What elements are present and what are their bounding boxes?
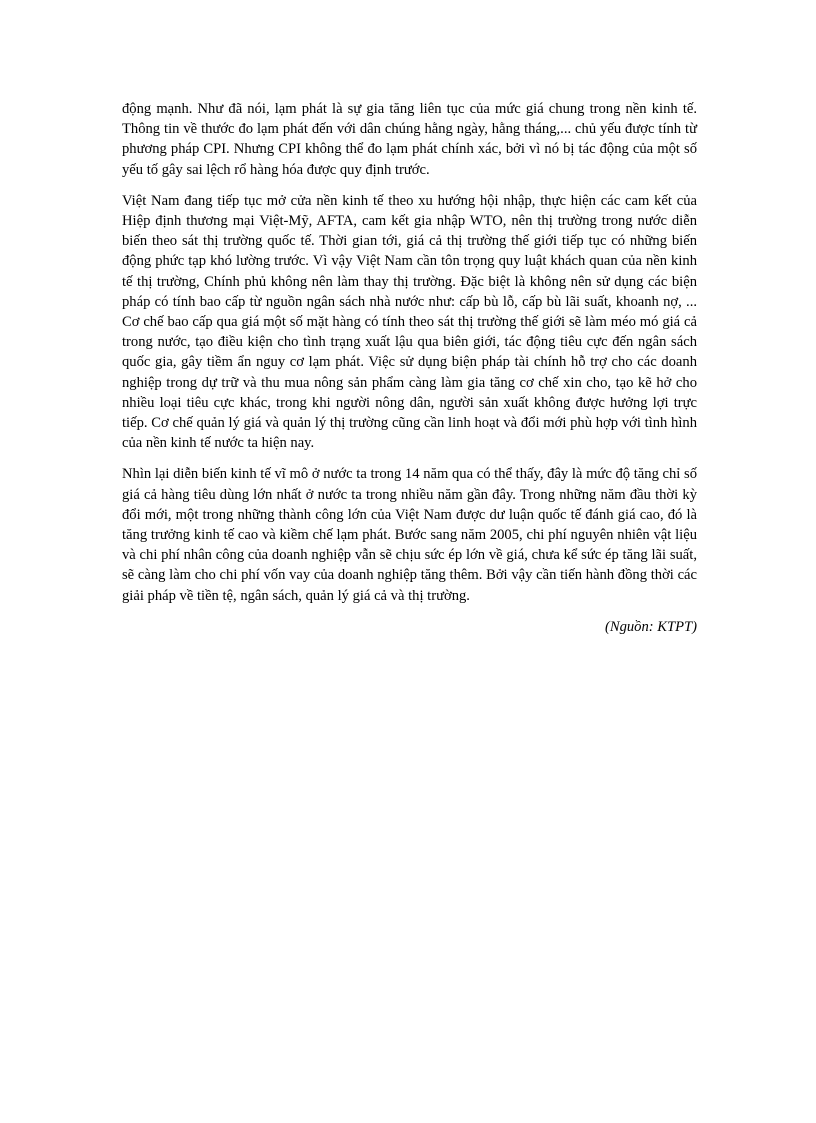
paragraph-market-integration: Việt Nam đang tiếp tục mở cửa nền kinh tế theo xu hướng hội nhập, thực hiện các cam kết của Hiệp định thương mại Việt-Mỹ, AFTA, cam kết gia nhập WTO, nên thị trường trong nước diễn biến theo sát thị trường quốc tế. Thời gian tới, giá cả thị trường thế giới tiếp tục có những biến động phức tạp khó lường trước. Vì vậy Việt Nam cần tôn trọng quy luật khách quan của nền kinh tế thị trường, Chính phủ không nên làm thay thị trường. Đặc biệt là không nên sử dụng các biện pháp có tính bao cấp từ nguồn ngân sách nhà nước như: cấp bù lỗ, cấp bù lãi suất, khoanh nợ, ... Cơ chế bao cấp qua giá một số mặt hàng có tính theo sát thị trường thế giới sẽ làm méo mó giá cả trong nước, tạo điều kiện cho tình trạng xuất lậu qua biên giới, tác động tiêu cực đến ngân sách quốc gia, gây tiềm ẩn nguy cơ lạm phát. Việc sử dụng biện pháp tài chính hỗ trợ cho các doanh nghiệp trong dự trữ và thu mua nông sản phẩm càng làm gia tăng cơ chế xin cho, tạo kẽ hở cho nhiều loại tiêu cực khác, trong khi người nông dân, người sản xuất không được hưởng lợi trực tiếp. Cơ chế quản lý giá và quản lý thị trường cũng cần linh hoạt và đổi mới phù hợp với tình hình của nền kinh tế nước ta hiện nay. [122,192,697,452]
document-page [122,99,697,637]
source-citation: (Nguồn: KTPT) [604,618,697,635]
paragraph-macro-review: Nhìn lại diễn biến kinh tế vĩ mô ở nước ta trong 14 năm qua có thể thấy, đây là mức độ tăng chỉ số giá cả hàng tiêu dùng lớn nhất ở nước ta trong nhiều năm gần đây. Trong những năm đầu thời kỳ đổi mới, một trong những thành công lớn của Việt Nam được dư luận quốc tế đánh giá cao, đó là tăng trưởng kinh tế cao và kiềm chế lạm phát. Bước sang năm 2005, chi phí nguyên nhiên vật liệu và chi phí nhân công của doanh nghiệp vẫn sẽ chịu sức ép lớn về giá, chưa kể sức ép tăng lãi suất, sẽ càng làm cho chi phí vốn vay của doanh nghiệp tăng thêm. Bởi vậy cần tiến hành đồng thời các giải pháp về tiền tệ, ngân sách, quản lý giá cả và thị trường. [122,466,697,604]
paragraph-cpi-measurement: động mạnh. Như đã nói, lạm phát là sự gia tăng liên tục của mức giá chung trong nền kinh tế. Thông tin về thước đo lạm phát đến với dân chúng hằng ngày, hằng tháng,... chủ yếu được tính từ phương pháp CPI. Nhưng CPI không thể đo lạm phát chính xác, bởi vì nó bị tác động của một số yếu tố gây sai lệch rổ hàng hóa được quy định trước. [122,101,697,178]
